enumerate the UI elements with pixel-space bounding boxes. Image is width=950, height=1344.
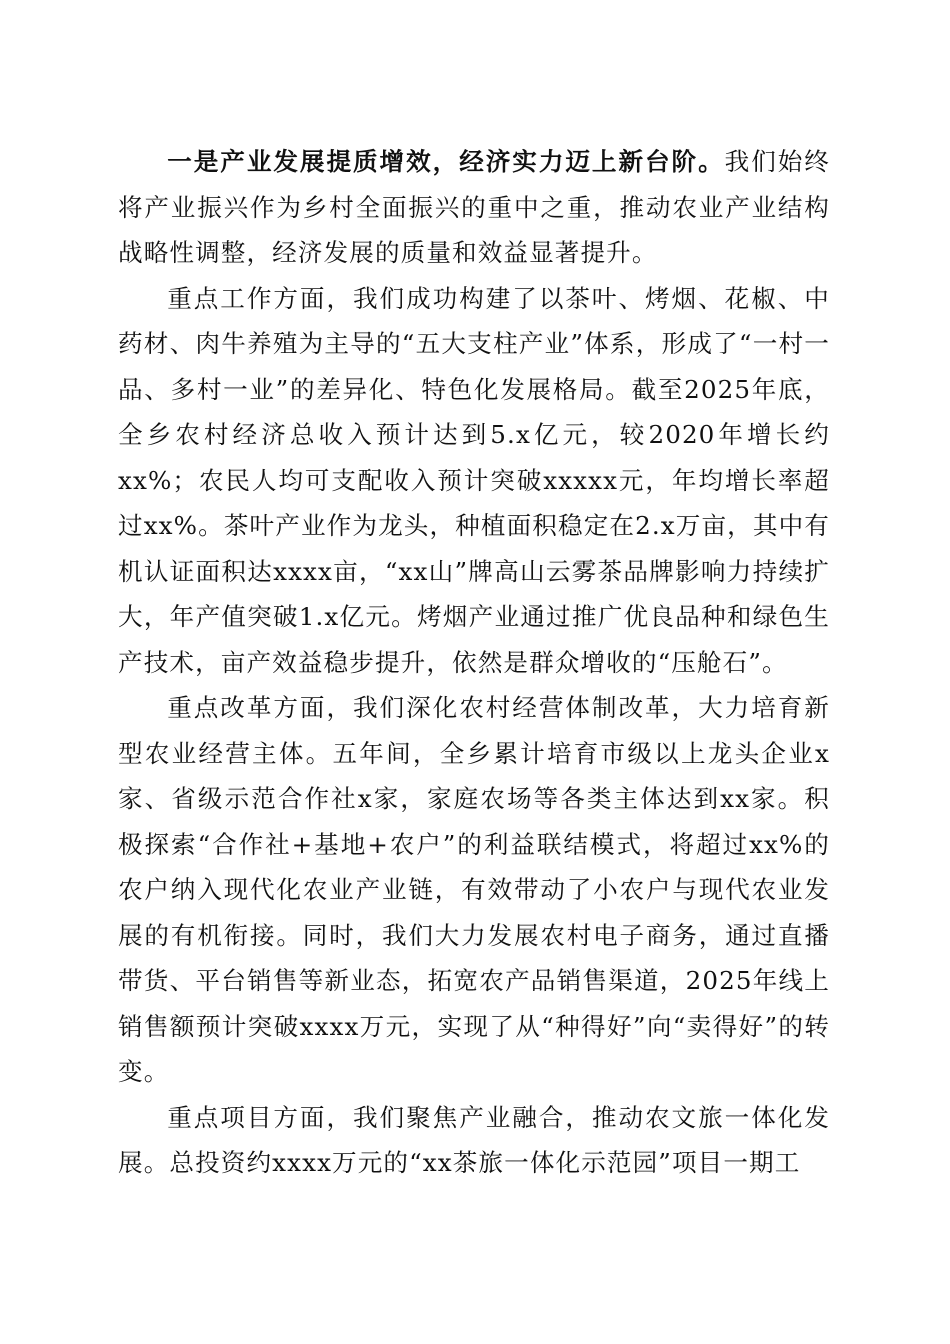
paragraph-key-reform: 重点改革方面，我们深化农村经营体制改革，大力培育新型农业经营主体。五年间，全乡累计培育市级以上龙头企业x家、省级示范合作社x家，家庭农场等各类主体达到xx家。积极探索“合作社+基地+农户”的利益联结模式，将超过xx%的农户纳入现代化农业产业链，有效带动了小农户与现代农业发展的有机衔接。同时，我们大力发展农村电子商务，通过直播带货、平台销售等新业态，拓宽农产品销售渠道，2025年线上销售额预计突破xxxx万元，实现了从“种得好”向“卖得好”的转变。	[118, 693, 830, 1086]
document-body	[118, 139, 830, 1186]
paragraph-text: 我们始终将产业振兴作为乡村全面振兴的重中之重，推动农业产业结构战略性调整，经济发展的质量和效益显著提升。	[118, 147, 830, 267]
paragraph-key-projects: 重点项目方面，我们聚焦产业融合，推动农文旅一体化发展。总投资约xxxx万元的“xx茶旅一体化示范园”项目一期工	[118, 1102, 830, 1177]
paragraph-industry-development	[118, 139, 830, 276]
paragraph-heading: 一是产业发展提质增效，经济实力迈上新台阶。	[167, 147, 725, 176]
paragraph-key-work: 重点工作方面，我们成功构建了以茶叶、烤烟、花椒、中药材、肉牛养殖为主导的“五大支柱产业”体系，形成了“一村一品、多村一业”的差异化、特色化发展格局。截至2025年底，全乡农村经济总收入预计达到5.x亿元，较2020年增长约xx%；农民人均可支配收入预计突破xxxxx元，年均增长率超过xx%。茶叶产业作为龙头，种植面积稳定在2.x万亩，其中有机认证面积达xxxx亩，“xx山”牌高山云雾茶品牌影响力持续扩大，年产值突破1.x亿元。烤烟产业通过推广优良品种和绿色生产技术，亩产效益稳步提升，依然是群众增收的“压舱石”。	[118, 283, 830, 677]
